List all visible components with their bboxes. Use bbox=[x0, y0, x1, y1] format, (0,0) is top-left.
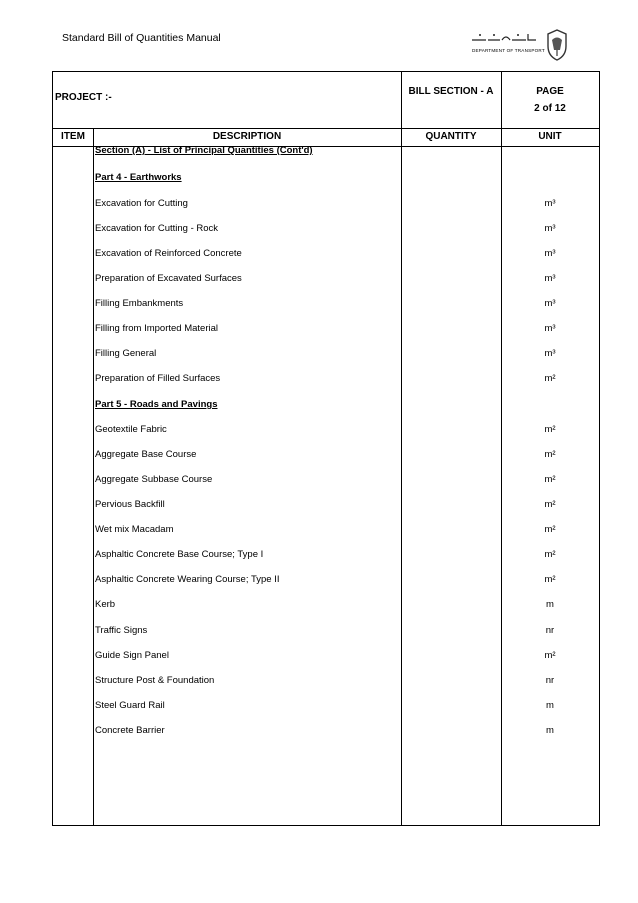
item-unit: m² bbox=[544, 424, 556, 435]
table-row bbox=[53, 198, 599, 212]
table-row bbox=[53, 273, 599, 287]
item-unit: nr bbox=[545, 675, 555, 686]
bill-section-label: BILL SECTION - A bbox=[408, 86, 494, 97]
manual-title: Standard Bill of Quantities Manual bbox=[62, 32, 221, 44]
item-description: Pervious Backfill bbox=[95, 499, 165, 510]
item-description: Excavation of Reinforced Concrete bbox=[95, 248, 242, 259]
item-description: Traffic Signs bbox=[95, 625, 148, 636]
section-heading: Section (A) - List of Principal Quantities (Cont'd) bbox=[95, 145, 313, 156]
item-description: Kerb bbox=[95, 599, 116, 610]
arabic-wordmark-icon bbox=[470, 30, 540, 44]
item-unit: m² bbox=[544, 574, 556, 585]
item-unit: m³ bbox=[544, 298, 556, 309]
department-name: DEPARTMENT OF TRANSPORT bbox=[472, 48, 545, 53]
item-unit: nr bbox=[545, 625, 555, 636]
table-row bbox=[53, 399, 599, 413]
table-row bbox=[53, 298, 599, 312]
column-header-quantity: QUANTITY bbox=[425, 131, 477, 142]
item-unit: m³ bbox=[544, 348, 556, 359]
page-number: 2 of 12 bbox=[534, 103, 566, 114]
item-unit: m² bbox=[544, 499, 556, 510]
item-unit: m² bbox=[544, 549, 556, 560]
table-header-block bbox=[53, 72, 599, 129]
item-unit: m³ bbox=[544, 323, 556, 334]
table-row bbox=[53, 574, 599, 588]
item-unit: m³ bbox=[544, 273, 556, 284]
column-header-item: ITEM bbox=[61, 131, 85, 142]
item-description: Filling Embankments bbox=[95, 298, 184, 309]
item-description: Filling General bbox=[95, 348, 157, 359]
item-unit: m³ bbox=[544, 198, 556, 209]
item-description: Aggregate Base Course bbox=[95, 449, 197, 460]
item-unit: m bbox=[546, 700, 554, 711]
table-row bbox=[53, 675, 599, 689]
table-row bbox=[53, 449, 599, 463]
item-unit: m bbox=[546, 725, 554, 736]
item-description: Excavation for Cutting - Rock bbox=[95, 223, 219, 234]
item-unit: m² bbox=[544, 524, 556, 535]
item-description: Concrete Barrier bbox=[95, 725, 165, 736]
project-label: PROJECT :- bbox=[55, 92, 112, 103]
bill-table bbox=[52, 71, 600, 826]
item-description: Excavation for Cutting bbox=[95, 198, 188, 209]
item-description: Asphaltic Concrete Base Course; Type I bbox=[95, 549, 264, 560]
item-description: Structure Post & Foundation bbox=[95, 675, 215, 686]
table-row bbox=[53, 145, 599, 159]
item-description: Guide Sign Panel bbox=[95, 650, 169, 661]
table-row bbox=[53, 348, 599, 362]
item-description: Geotextile Fabric bbox=[95, 424, 167, 435]
item-unit: m² bbox=[544, 449, 556, 460]
table-row bbox=[53, 549, 599, 563]
section-heading: Part 4 - Earthworks bbox=[95, 172, 182, 183]
table-row bbox=[53, 599, 599, 613]
item-unit: m³ bbox=[544, 248, 556, 259]
emblem-icon bbox=[544, 28, 570, 62]
item-description: Preparation of Excavated Surfaces bbox=[95, 273, 242, 284]
table-row bbox=[53, 650, 599, 664]
item-unit: m² bbox=[544, 474, 556, 485]
table-row bbox=[53, 223, 599, 237]
item-description: Asphaltic Concrete Wearing Course; Type II bbox=[95, 574, 280, 585]
section-heading: Part 5 - Roads and Pavings bbox=[95, 399, 218, 410]
page-label: PAGE bbox=[536, 86, 564, 97]
item-unit: m³ bbox=[544, 223, 556, 234]
column-header-unit: UNIT bbox=[538, 131, 562, 142]
table-row bbox=[53, 172, 599, 186]
department-logo bbox=[470, 28, 570, 62]
item-unit: m² bbox=[544, 373, 556, 384]
column-header-description: DESCRIPTION bbox=[212, 131, 282, 142]
item-description: Aggregate Subbase Course bbox=[95, 474, 213, 485]
table-row bbox=[53, 700, 599, 714]
item-unit: m bbox=[546, 599, 554, 610]
table-row bbox=[53, 524, 599, 538]
item-description: Filling from Imported Material bbox=[95, 323, 219, 334]
table-row bbox=[53, 474, 599, 488]
table-row bbox=[53, 424, 599, 438]
item-description: Preparation of Filled Surfaces bbox=[95, 373, 221, 384]
item-unit: m² bbox=[544, 650, 556, 661]
table-row bbox=[53, 499, 599, 513]
table-row bbox=[53, 323, 599, 337]
item-description: Steel Guard Rail bbox=[95, 700, 165, 711]
item-description: Wet mix Macadam bbox=[95, 524, 174, 535]
table-row bbox=[53, 248, 599, 262]
table-row bbox=[53, 625, 599, 639]
table-row bbox=[53, 373, 599, 387]
table-row bbox=[53, 725, 599, 739]
